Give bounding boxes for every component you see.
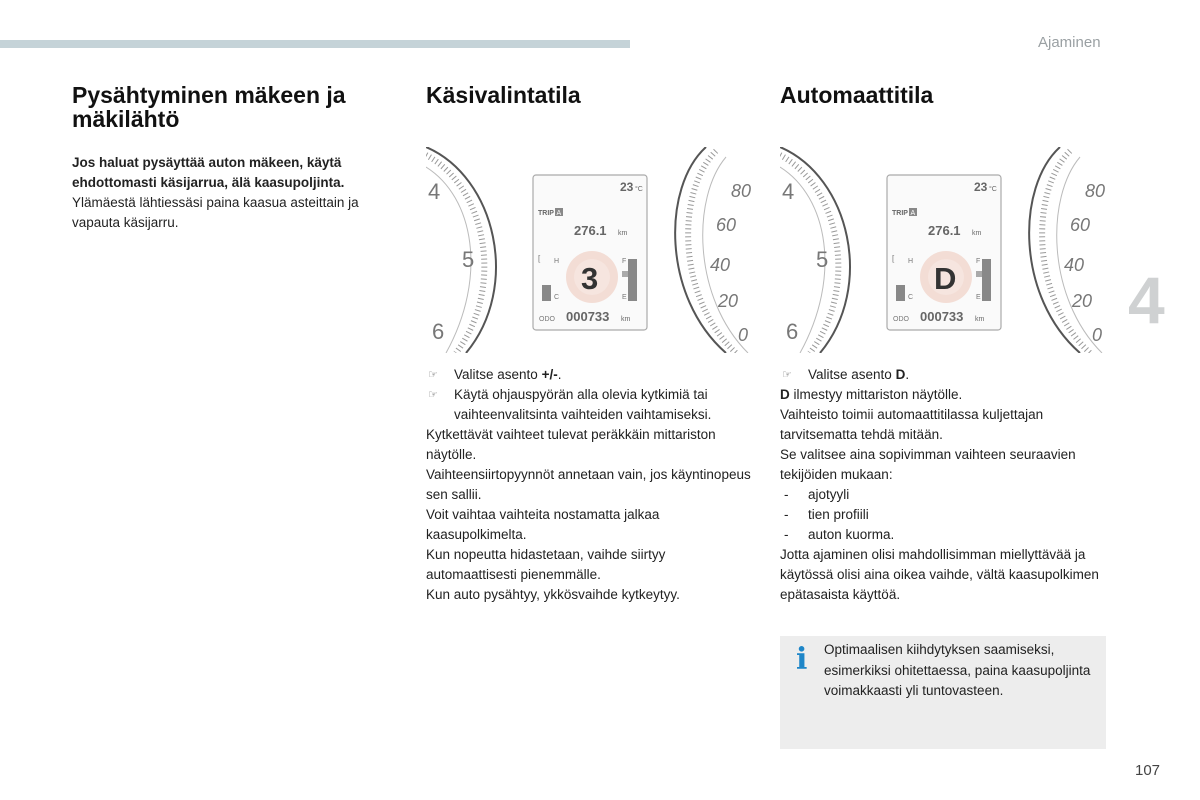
odo-unit: km [621,316,631,323]
speed-tick-0: 0 [738,325,749,345]
column-manual-mode [426,83,756,605]
auto-mode-display-line: D ilmestyy mittariston näytölle. [780,387,963,402]
trip-label: TRIP [892,210,908,217]
odo-unit: km [975,316,985,323]
temp-c-label: C [908,294,914,301]
list-item: ☞ Valitse asento +/-. [426,365,756,385]
auto-mode-paragraph: Se valitsee aina sopivimman vaihteen seuraavien tekijöiden mukaan: [780,447,1076,482]
manual-mode-paragraph: Voit vaihtaa vaihteita nostamatta jalkaa kaasupolkimelta. [426,507,660,542]
odo-label: ODO [893,316,909,323]
list-item: - tien profiili [784,507,869,522]
odo-value: 000733 [920,309,964,324]
speed-tick-80: 80 [1085,181,1106,201]
fuel-f-label: F [976,258,981,265]
fuel-e-label: E [622,294,627,301]
speed-tick-60: 60 [716,215,737,235]
speed-tick-40: 40 [1064,255,1085,275]
trip-letter: A [910,210,916,217]
manual-mode-paragraph: Kun nopeutta hidastetaan, vaihde siirtyy automaattisesti pienemmälle. [426,547,666,582]
gear-indicator: 3 [581,261,599,296]
list-item: ☞ Käytä ohjauspyörän alla olevia kytkimiä tai vaihteenvalitsinta vaihteiden vaihtamiseksi. [428,387,712,422]
page-number: 107 [1135,762,1161,779]
trip-value: 276.1 [928,223,961,238]
trip-unit: km [972,230,982,237]
header-accent-bar [0,40,630,48]
trip-unit: km [618,230,628,237]
rpm-tick-4: 4 [782,179,795,204]
finger-pointer-icon: ☞ [782,369,792,381]
manual-mode-paragraph: Vaihteensiirtopyynnöt annetaan vain, jos käyntinopeus sen sallii. [426,467,751,502]
rpm-tick-6: 6 [432,319,445,344]
section-label: Ajaminen [1038,34,1101,51]
info-icon: i [796,642,808,677]
hill-start-title: Pysähtyminen mäkeen ja mäkilähtö [72,82,346,132]
svg-text:[: [ [892,254,895,263]
instrument-cluster-image-manual [426,147,752,353]
manual-mode-paragraph: Kun auto pysähtyy, ykkösvaihde kytkeytyy. [426,587,680,602]
odo-value: 000733 [566,309,610,324]
rpm-tick-5: 5 [462,247,475,272]
finger-pointer-icon: ☞ [428,369,438,381]
finger-pointer-icon: ☞ [428,389,438,401]
column-auto-mode [780,83,1110,605]
temp-unit: °C [989,186,997,193]
list-item: - ajotyyli [784,487,850,502]
speed-tick-80: 80 [731,181,752,201]
odo-label: ODO [539,316,555,323]
speed-tick-20: 20 [718,291,739,311]
trip-letter: A [556,210,562,217]
auto-mode-closing: Jotta ajaminen olisi mahdollisimman miellyttävää ja käytössä olisi aina oikea vaihde, vältä kaasupolkimen epätasaista käyttöä. [780,547,1099,602]
column-hill-start [72,83,392,233]
speed-tick-0: 0 [1092,325,1103,345]
rpm-tick-5: 5 [816,247,829,272]
temp-value: 23 [620,180,634,194]
rpm-tick-6: 6 [786,319,799,344]
manual-mode-paragraph: Kytkettävät vaihteet tulevat peräkkäin mittariston näytölle. [426,427,716,462]
manual-mode-title: Käsivalintatila [426,82,581,108]
auto-mode-factors [780,485,1110,545]
info-box [780,636,1106,749]
manual-mode-steps [426,365,756,425]
hill-start-warning: Jos haluat pysäyttää auton mäkeen, käytä ehdottomasti käsijarrua, älä kaasupoljinta. [72,155,345,190]
trip-label: TRIP [538,210,554,217]
rpm-tick-4: 4 [428,179,441,204]
instrument-cluster-image-auto [780,147,1106,353]
gear-indicator: D [934,261,957,296]
speed-tick-20: 20 [1072,291,1093,311]
auto-mode-steps [780,365,1110,385]
fuel-e-label: E [976,294,981,301]
chapter-number: 4 [1128,263,1165,337]
hill-start-body: Ylämäestä lähtiessäsi paina kaasua asteittain ja vapauta käsijarru. [72,195,359,230]
temp-h-label: H [908,258,914,265]
list-item: - auton kuorma. [784,527,895,542]
auto-mode-title: Automaattitila [780,82,934,108]
fuel-f-label: F [622,258,627,265]
svg-text:[: [ [538,254,541,263]
list-item: ☞ Valitse asento D. [780,365,1110,385]
temp-c-label: C [554,294,560,301]
temp-h-label: H [554,258,560,265]
temp-value: 23 [974,180,988,194]
info-text: Optimaalisen kiihdytyksen saamiseksi, esimerkiksi ohitettaessa, paina kaasupoljinta voimakkaasti yli tuntovasteen. [824,642,1091,698]
speed-tick-40: 40 [710,255,731,275]
temp-unit: °C [635,186,643,193]
cluster-svg [426,147,752,353]
auto-mode-paragraph: Vaihteisto toimii automaattitilassa kuljettajan tarvitsematta tehdä mitään. [780,407,1044,442]
cluster-svg [780,147,1106,353]
trip-value: 276.1 [574,223,607,238]
speed-tick-60: 60 [1070,215,1091,235]
